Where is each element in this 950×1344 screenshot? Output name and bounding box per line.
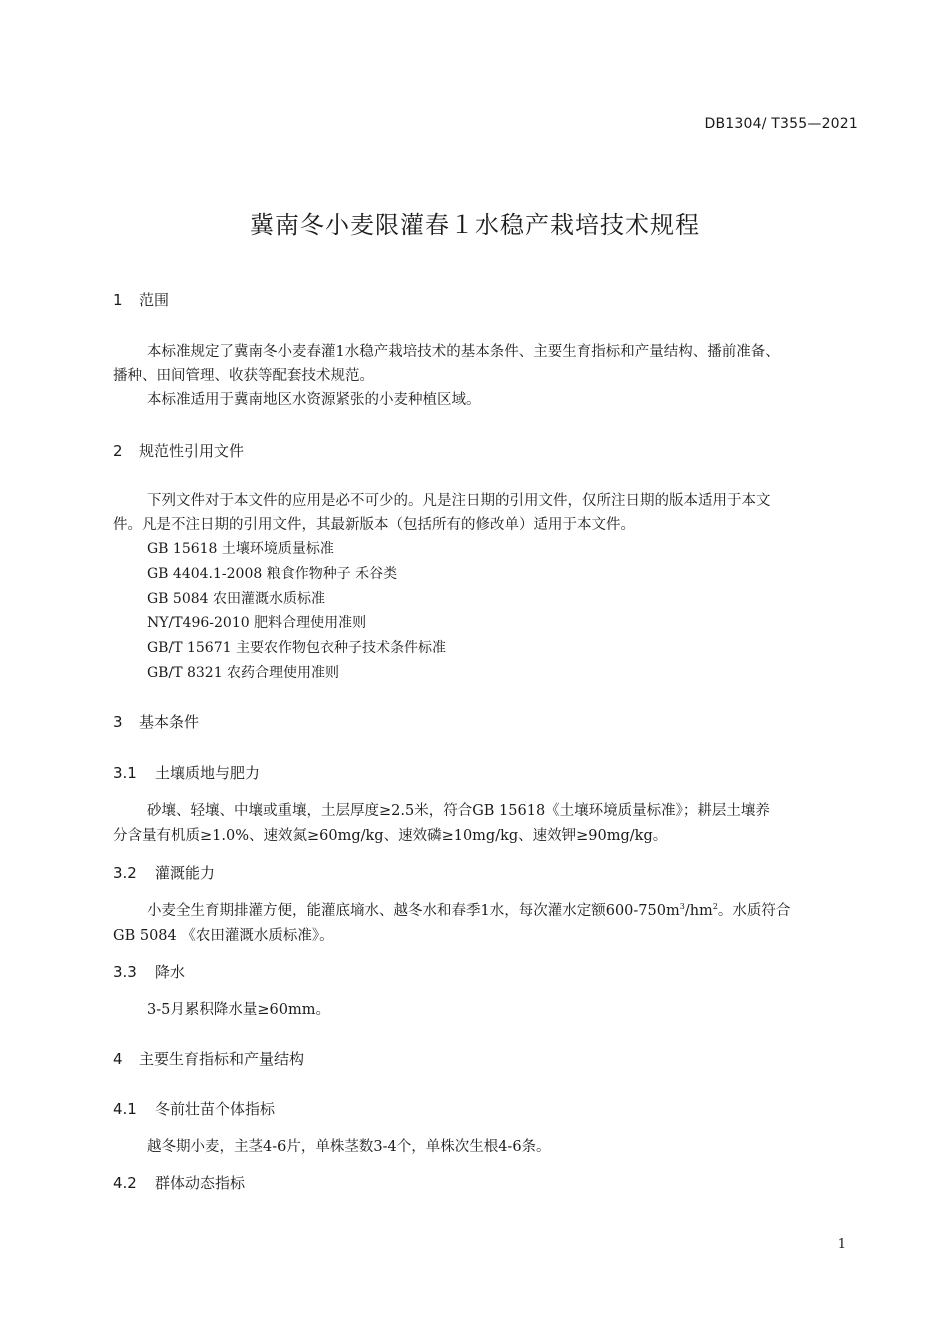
section-title: 主要生育指标和产量结构	[139, 1050, 305, 1068]
reference-item: GB 4404.1-2008 粮食作物种子 禾谷类	[147, 566, 398, 582]
subsection-title: 降水	[155, 963, 186, 981]
reference-item: GB/T 15671 主要农作物包衣种子技术条件标准	[147, 640, 446, 656]
subsection-title: 土壤质地与肥力	[155, 764, 261, 782]
document-code: DB1304/ T355—2021	[704, 116, 858, 132]
subsection-3-3-heading	[113, 961, 185, 982]
subsection-4-2-heading	[113, 1172, 245, 1193]
paragraph-line: 本标准规定了冀南冬小麦春灌1水稳产栽培技术的基本条件、主要生育指标和产量结构、播前准备、	[147, 344, 780, 360]
section-title: 规范性引用文件	[139, 442, 245, 460]
subsection-number: 4.1	[113, 1100, 137, 1118]
section-number: 1	[113, 291, 123, 309]
reference-item: GB 5084 农田灌溉水质标准	[147, 591, 326, 607]
subsection-4-1-heading	[113, 1098, 275, 1119]
section-title: 基本条件	[139, 713, 200, 731]
section-title: 范围	[139, 291, 170, 309]
section-3-heading	[113, 711, 199, 732]
subsection-number: 3.3	[113, 963, 137, 981]
subsection-number: 3.1	[113, 764, 137, 782]
subsection-title: 冬前壮苗个体指标	[155, 1100, 276, 1118]
page-number: 1	[837, 1237, 846, 1252]
text-run: 。水质符合	[717, 903, 791, 919]
superscript: 3	[679, 902, 685, 912]
paragraph-line: 件。凡是不注日期的引用文件，其最新版本（包括所有的修改单）适用于本文件。	[113, 517, 635, 533]
section-number: 2	[113, 442, 123, 460]
paragraph-line: 越冬期小麦，主茎4-6片，单株茎数3-4个，单株次生根4-6条。	[147, 1139, 551, 1155]
subsection-title: 灌溉能力	[155, 864, 216, 882]
paragraph-line: 下列文件对于本文件的应用是必不可少的。凡是注日期的引用文件，仅所注日期的版本适用于本文	[147, 493, 771, 509]
text-run: 小麦全生育期排灌方便，能灌底墒水、越冬水和春季1水，每次灌水定额600-750m	[147, 903, 680, 919]
paragraph-line: 播种、田间管理、收获等配套技术规范。	[113, 368, 374, 384]
section-number: 3	[113, 713, 123, 731]
subsection-number: 4.2	[113, 1174, 137, 1192]
text-run: /hm	[684, 903, 713, 919]
paragraph-line: GB 5084 《农田灌溉水质标准》。	[113, 928, 334, 944]
paragraph-line: 本标准适用于冀南地区水资源紧张的小麦种植区域。	[147, 392, 481, 408]
subsection-title: 群体动态指标	[155, 1174, 246, 1192]
subsection-3-1-heading	[113, 762, 260, 783]
superscript: 2	[712, 902, 718, 912]
section-number: 4	[113, 1050, 123, 1068]
paragraph-line	[147, 899, 790, 920]
subsection-number: 3.2	[113, 864, 137, 882]
reference-item: GB/T 8321 农药合理使用准则	[147, 665, 340, 681]
section-2-heading	[113, 440, 244, 461]
paragraph-line: 砂壤、轻壤、中壤或重壤，土层厚度≥2.5米，符合GB 15618《土壤环境质量标准》；耕层土壤养	[147, 803, 770, 819]
paragraph-line: 分含量有机质≥1.0%、速效氮≥60mg/kg、速效磷≥10mg/kg、速效钾≥90mg/kg。	[113, 828, 668, 844]
document-title: 冀南冬小麦限灌春１水稳产栽培技术规程	[250, 211, 700, 239]
paragraph-line: 3-5月累积降水量≥60mm。	[147, 1002, 330, 1018]
reference-item: NY/T496-2010 肥料合理使用准则	[147, 615, 367, 631]
section-4-heading	[113, 1048, 304, 1069]
section-1-heading	[113, 289, 169, 310]
reference-item: GB 15618 土壤环境质量标准	[147, 541, 334, 557]
subsection-3-2-heading	[113, 862, 215, 883]
